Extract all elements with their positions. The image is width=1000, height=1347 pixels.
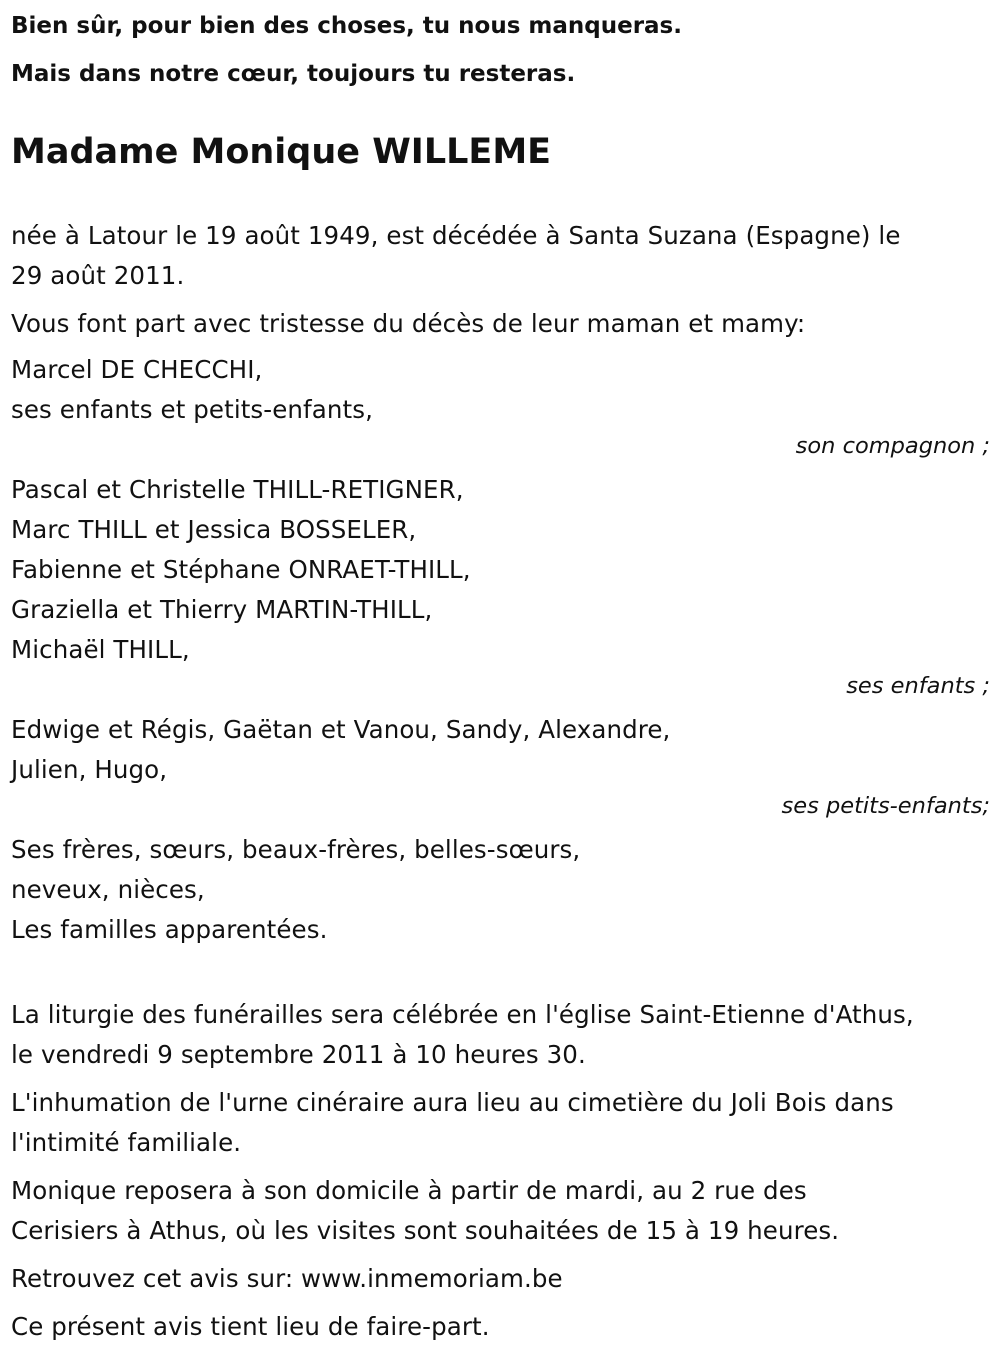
grandchildren-line-2: Julien, Hugo, (11, 755, 168, 784)
birth-death-info (11, 216, 990, 296)
grandchildren-line-1: Edwige et Régis, Gaëtan et Vanou, Sandy, Alexandre, (11, 715, 671, 744)
motto-line-1: Bien sûr, pour bien des choses, tu nous manqueras. (11, 13, 682, 39)
family-line-3: Les familles apparentées. (11, 915, 328, 944)
viewing-line-1: Monique reposera à son domicile à partir de mardi, au 2 rue des (11, 1176, 807, 1205)
family-line-2: neveux, nièces, (11, 875, 205, 904)
burial-line-2: l'intimité familiale. (11, 1128, 242, 1157)
child-line-5: Michaël THILL, (11, 635, 190, 664)
motto-line-2: Mais dans notre cœur, toujours tu resteras. (11, 61, 576, 87)
birth-death-line-2: 29 août 2011. (11, 261, 185, 290)
companion-role: son compagnon ; (795, 433, 990, 459)
deceased-name: Madame Monique WILLEME (11, 132, 552, 172)
viewing-line-2: Cerisiers à Athus, où les visites sont souhaitées de 15 à 19 heures. (11, 1216, 840, 1245)
companion-group (11, 350, 990, 459)
website-notice: Retrouvez cet avis sur: www.inmemoriam.be (11, 1264, 563, 1293)
child-line-4: Graziella et Thierry MARTIN-THILL, (11, 595, 433, 624)
companion-line-2: ses enfants et petits-enfants, (11, 395, 373, 424)
grandchildren-group (11, 710, 990, 819)
children-role: ses enfants ; (846, 673, 990, 699)
obituary-document (11, 0, 990, 1347)
child-line-3: Fabienne et Stéphane ONRAET-THILL, (11, 555, 471, 584)
family-group (11, 830, 990, 950)
liturgy-line-2: le vendredi 9 septembre 2011 à 10 heures 30. (11, 1040, 586, 1069)
closing-note: Ce présent avis tient lieu de faire-part. (11, 1312, 490, 1341)
child-line-1: Pascal et Christelle THILL-RETIGNER, (11, 475, 464, 504)
companion-line-1: Marcel DE CHECCHI, (11, 355, 263, 384)
child-line-2: Marc THILL et Jessica BOSSELER, (11, 515, 417, 544)
liturgy-info (11, 995, 990, 1075)
burial-line-1: L'inhumation de l'urne cinéraire aura lieu au cimetière du Joli Bois dans (11, 1088, 894, 1117)
burial-info (11, 1083, 990, 1163)
announcement: Vous font part avec tristesse du décès de leur maman et mamy: (11, 309, 806, 338)
liturgy-line-1: La liturgie des funérailles sera célébrée en l'église Saint-Etienne d'Athus, (11, 1000, 914, 1029)
motto (11, 0, 990, 98)
grandchildren-role: ses petits-enfants; (781, 793, 990, 819)
birth-death-line-1: née à Latour le 19 août 1949, est décédée à Santa Suzana (Espagne) le (11, 221, 901, 250)
family-line-1: Ses frères, sœurs, beaux-frères, belles-sœurs, (11, 835, 581, 864)
children-group (11, 470, 990, 699)
viewing-info (11, 1171, 990, 1251)
